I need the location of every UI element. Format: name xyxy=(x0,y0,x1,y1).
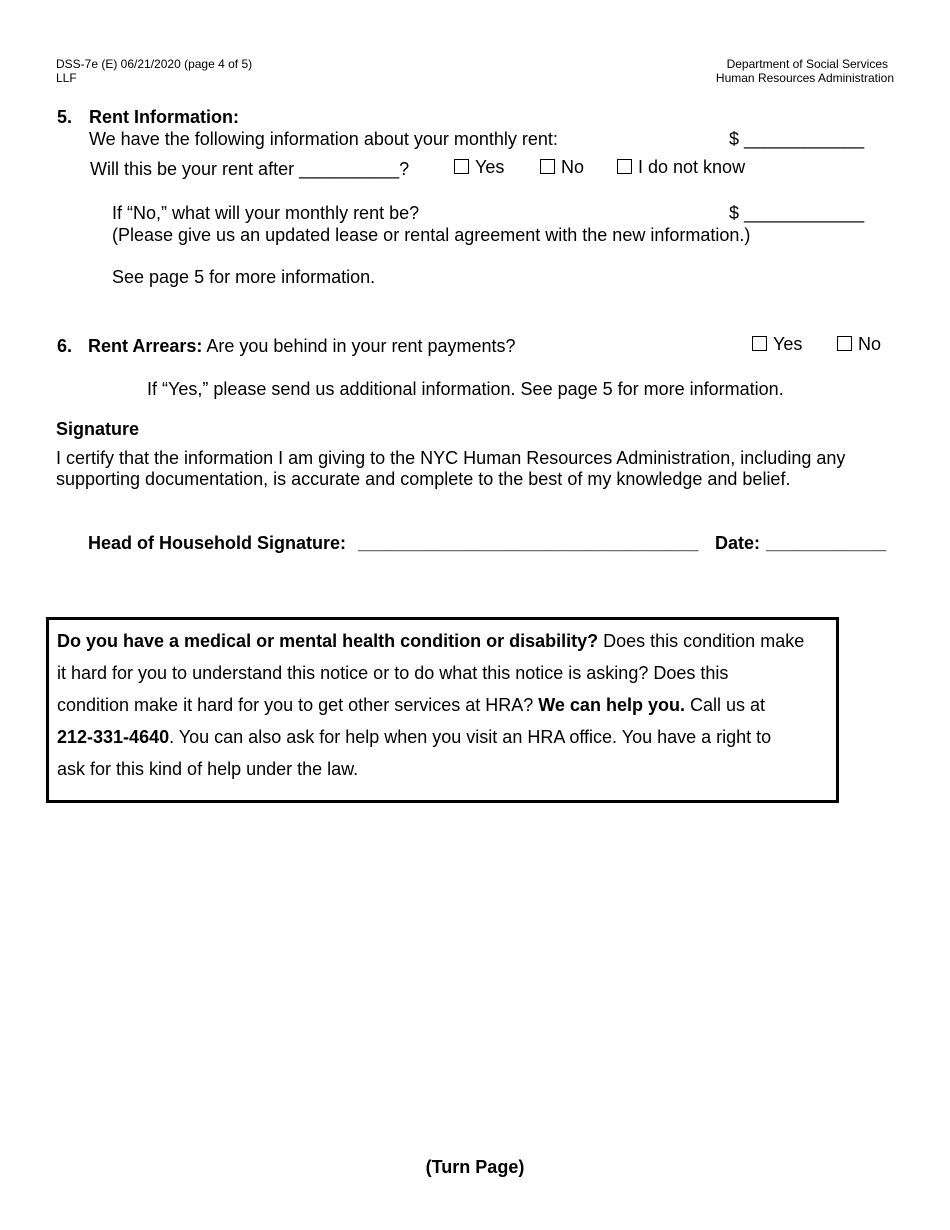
form-code: LLF xyxy=(56,71,77,85)
notice-line-4-post: . You can also ask for help when you visit an HRA office. You have a right to xyxy=(169,727,772,747)
rent-after-no-label: No xyxy=(561,157,585,177)
rent-after-yes-label: Yes xyxy=(475,157,505,177)
agency-name: Human Resources Administration xyxy=(715,71,894,85)
checkbox-yes[interactable] xyxy=(454,159,469,174)
rent-after-unknown-label: I do not know xyxy=(638,157,746,177)
see-page-note: See page 5 for more information. xyxy=(112,267,376,287)
department-name: Department of Social Services xyxy=(726,57,888,71)
arrears-yes[interactable] xyxy=(752,334,802,355)
monthly-rent-field[interactable]: $ ____________ xyxy=(729,129,865,149)
checkbox-arrears-no[interactable] xyxy=(837,336,852,351)
arrears-yes-label: Yes xyxy=(773,334,803,354)
section6-question: Are you behind in your rent payments? xyxy=(206,336,516,356)
we-can-help: We can help you. xyxy=(538,695,685,715)
update-note: (Please give us an updated lease or rental agreement with the new information.) xyxy=(112,225,751,245)
form-id: DSS-7e (E) 06/21/2020 (page 4 of 5) xyxy=(56,57,253,71)
notice-line-3-pre: condition make it hard for you to get other services at HRA? xyxy=(57,695,539,715)
rent-after-no[interactable] xyxy=(540,157,584,178)
checkbox-arrears-yes[interactable] xyxy=(752,336,767,351)
certify-line-2: supporting documentation, is accurate and complete to the best of my knowledge and belief. xyxy=(56,469,791,489)
notice-question: Do you have a medical or mental health condition or disability? xyxy=(57,631,599,651)
notice-line-3 xyxy=(57,695,765,716)
turn-page: (Turn Page) xyxy=(425,1157,525,1177)
arrears-no-label: No xyxy=(858,334,882,354)
section6-number: 6. xyxy=(57,336,73,356)
signature-field[interactable]: __________________________________ xyxy=(358,533,699,553)
checkbox-unknown[interactable] xyxy=(617,159,632,174)
date-label: Date: xyxy=(715,533,761,553)
if-no-question: If “No,” what will your monthly rent be? xyxy=(112,203,420,223)
section5-number: 5. xyxy=(57,107,73,127)
date-field[interactable]: ____________ xyxy=(766,533,887,553)
notice-line-4 xyxy=(57,727,771,748)
notice-line-2: it hard for you to understand this notice or to do what this notice is asking? Does this xyxy=(57,663,729,683)
signature-label: Head of Household Signature: xyxy=(88,533,347,553)
rent-after-question: Will this be your rent after __________? xyxy=(90,159,410,179)
notice-question-rest: Does this condition make xyxy=(598,631,805,651)
checkbox-no[interactable] xyxy=(540,159,555,174)
notice-line-5: ask for this kind of help under the law. xyxy=(57,759,359,779)
section5-title: Rent Information: xyxy=(89,107,239,127)
notice-line-3-post: Call us at xyxy=(684,695,765,715)
arrears-no[interactable] xyxy=(837,334,881,355)
phone-number: 212-331-4640 xyxy=(57,727,170,747)
notice-line-1 xyxy=(57,631,804,652)
if-yes-note: If “Yes,” please send us additional information. See page 5 for more information. xyxy=(147,379,784,399)
section6-title: Rent Arrears: xyxy=(88,336,203,356)
rent-after-unknown[interactable] xyxy=(617,157,745,178)
certify-line-1: I certify that the information I am giving to the NYC Human Resources Administration, including any xyxy=(56,448,846,468)
signature-heading: Signature xyxy=(56,419,140,439)
section6-heading xyxy=(88,336,516,357)
new-rent-field[interactable]: $ ____________ xyxy=(729,203,865,223)
rent-after-yes[interactable] xyxy=(454,157,504,178)
rent-info-line: We have the following information about your monthly rent: xyxy=(89,129,558,149)
